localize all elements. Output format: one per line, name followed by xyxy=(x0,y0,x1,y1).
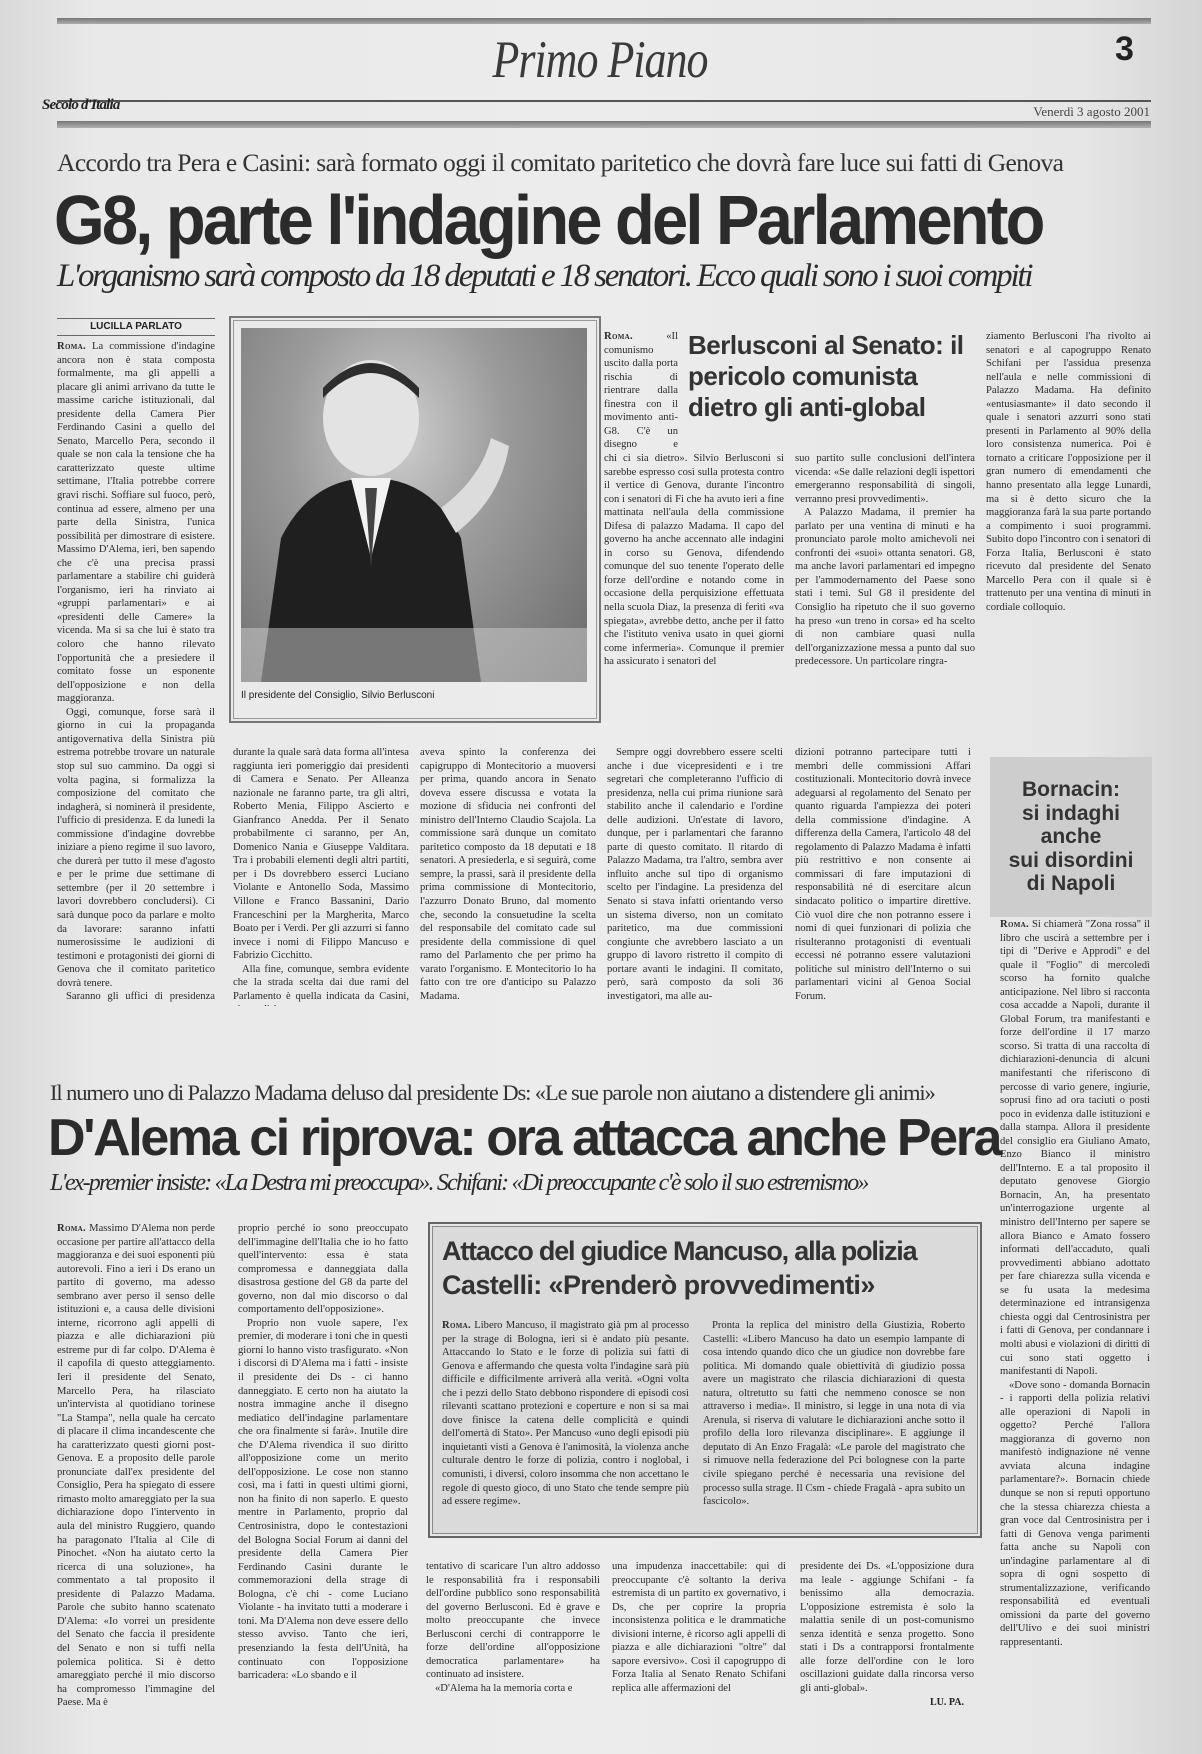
newspaper-logo: Secolo d'Italia xyxy=(42,97,120,113)
byline-rule xyxy=(57,318,215,319)
article2-column-2 xyxy=(238,1222,408,1710)
article1-column-4 xyxy=(607,746,783,1006)
mancuso-column-1 xyxy=(442,1319,689,1524)
issue-date: Venerdì 3 agosto 2001 xyxy=(1033,104,1150,119)
article2-column-5 xyxy=(800,1560,974,1696)
paragraph: «D'Alema ha la memoria corta e xyxy=(435,1682,573,1694)
paragraph: Oggi, comunque, forse sarà il giorno in cui la propaganda antigovernativa della Sinistra più estrema potrebbe trovare un naturale stop sul suo cammino. Da oggi si volta pagina, si formalizza la composizione del comitato che indagherà, si nominerà il presidente, l'ufficio di presidenza. E da lunedì la commissione d'indagine dovrebbe iniziare a pieno regime il suo lavoro, che durerà per tutto il mese d'agosto e per le prime due settimane di settembre (per il 20 settembre i lavori dovrebbero concludersi). Ci sarà dunque poco da parlare e molto da lavorare: saranno infatti numerosissime le audizioni di testimoni e protagonisti dei giorni di Genova che il comitato paritetico dovrà tenere. xyxy=(57,706,215,989)
paragraph: proprio perché io sono preoccupato dell'immagine dell'Italia che io ho fatto quell'intervento: essa è stata compromessa e danneggiata dalla disastrosa gestione del G8 da parte del governo, non dal mio discorso o dal comportamento dell'opposizione». xyxy=(238,1223,408,1316)
berlusconi-headline: Berlusconi al Senato: il pericolo comunista dietro gli anti-global xyxy=(688,330,964,422)
paragraph: Libero Mancuso, il magistrato già pm al processo per la strage di Bologna, ieri si è andato più pesante. Attaccando lo Stato e le forze di polizia sui fatti di Genova e affermando che questa volta l'indagine sarà più difficile e difficilmente arriverà alla verità. «Ogni volta che i pezzi dello Stato debbono rispondere di episodi così rilevanti scattano protezioni e coperture e non si sa mai dove finisce la catena delle complicità e quindi dell'omertà di Stato». Per Mancuso «uno degli episodi più inquietanti visti a Genova è l'animosità, la violenza anche culturale dentro le forze di polizia, contro i noglobal, i comunisti, i diversi, coloro insomma che non accettano le regole di questo gioco, di uno Stato che tende sempre più ad essere regime». xyxy=(442,1320,689,1508)
paragraph: Pronta la replica del ministro della Giustizia, Roberto Castelli: «Libero Mancuso ha dato un esempio lampante di cosa intendo quando dico che un giudice non dovrebbe fare politica. Mi domando quale obiettività di giudizio possa avere un magistrato che rilascia dichiarazioni di questa natura, oltretutto su fatti che nemmeno conosce se non attraverso i media». Il ministro, si legge in una nota di via Arenula, si riserva di valutare le dichiarazioni anche sotto il profilo della loro rilevanza disciplinare». E aggiunge il deputato di An Enzo Fragalà: «Le parole del magistrato che si rimuove nella federazione del Pci bolognese con la parte civile spiegano perché è necessaria una revisione del processo sulla strage. Il Csm - chiede Fragalà - apra subito un fascicolo». xyxy=(703,1320,965,1508)
berlusconi-column-1 xyxy=(604,452,784,720)
article1-column-1 xyxy=(57,340,215,1005)
mancuso-headline-line-1: Attacco del giudice Mancuso, alla polizia xyxy=(442,1236,917,1266)
section-title xyxy=(460,30,740,89)
paragraph: A Palazzo Madama, il premier ha parlato per una ventina di minuti e ha pronunciato parole molto amichevoli nei confronti dei «suoi» ottanta senatori. G8, ma anche lavori parlamentari ed impegno per l'ammodernamento del Paese sono stati i temi. Sul G8 il presidente del Consiglio ha ripetuto che il suo governo ha preso «un treno in corsa» ed ha scelto di non cambiare quasi nulla dell'organizzazione messa a punto dal suo predecessore. Un particolare ringra- xyxy=(795,507,975,668)
byline-rule-bottom xyxy=(57,335,215,336)
paragraph: «Dove sono - domanda Bornacin - i rapporti della polizia relativi alle operazioni di Napoli in oggetto? Perché l'allora maggioranza di governo non manifestò indignazione né venne avviata alcuna indagine parlamentare?». Bornacin chiede dunque se non si reputi opportuno che la stessa chiarezza chiesta a gran voce dal Centrosinistra per i fatti di Genova venga parimenti fatta anche su Napoli con un'indagine parlamentare al di sopra di ogni sospetto di strumentalizzazione, verificando responsabilità ed eventuali omissioni da parte del governo dell'Ulivo e dei suoi ministri rappresentanti. xyxy=(1000,1379,1150,1648)
paragraph: chi ci sia dietro». Silvio Berlusconi si sarebbe espresso così sulla protesta contro il vertice di Genova, durante l'incontro con i senatori di Fi che ha avuto ieri a fine mattinata nell'aula della commissione Difesa di palazzo Madama. Il capo del governo ha anche accennato alle indagini in corso su Genova, difendendo comunque del suo tenente l'operato delle forze dell'ordine e notando come in occasione della perquisizione effettuata nella scuola Diaz, la presenza di feriti «va spiegata», avrebbe detto, anche per il fatto che l'istituto veniva usato in quei giorni come infermeria». Comunque il premier ha assicurato i senatori del xyxy=(604,453,784,668)
mancuso-box xyxy=(428,1222,982,1538)
paragraph: ziamento Berlusconi l'ha rivolto ai senatori e al capogruppo Renato Schifani per l'assidua presenza nell'aula e nelle commissioni di Palazzo Madama. Ha definito «entusiasmante» il dato secondo il quale i senatori azzurri sono stati presenti in Parlamento al 90% della loro consistenza numerica. Poi è tornato a criticare l'opposizione per il gran numero di emendamenti che hanno presentato alla legge Lunardi, ma si è detto sicuro che la maggioranza farà la sua parte portando a compimento i suoi programmi. Subito dopo l'incontro con i senatori di Forza Italia, Berlusconi è stato ricevuto dal presidente del Senato Marcello Pera con il quale si è trattenuto per una ventina di minuti in cordiale colloquio. xyxy=(986,331,1151,613)
paragraph: durante la quale sarà data forma all'intesa raggiunta ieri pomeriggio dai presidenti di Camera e Senato. Per Alleanza nazionale ne faranno parte, tra gli altri, Roberto Menia, Filippo Ascierto e Gianfranco Anedda. Per il Senato probabilmente ci saranno, per An, Domenico Nania e Giuseppe Valditara. Tra i probabili elementi degli altri partiti, per i Ds dovrebbero esserci Luciano Violante e Antonello Soda, Massimo Villone e Franco Bassanini, Dario Franceschini per la Margherita, Marco Boato per i Verdi. Per gli azzurri si fanno invece i nomi di Filippo Mancuso e Fabrizio Cicchitto. xyxy=(233,747,409,962)
dateline: Roma. xyxy=(57,1223,86,1234)
bornacin-headline-line: sui disordini xyxy=(1008,848,1134,872)
paragraph: suo partito sulle conclusioni dell'intera vicenda: «Se dalle relazioni degli ispettori emergeranno responsabilità di singoli, verranno presi provvedimenti». xyxy=(795,453,975,505)
bornacin-headline-line: anche xyxy=(1040,825,1102,849)
article2-column-3 xyxy=(426,1560,600,1710)
bornacin-column xyxy=(1000,918,1150,1713)
bornacin-headline-line: Bornacin: xyxy=(1021,778,1120,802)
article2-subhead: L'ex-premier insiste: «La Destra mi preoccupa». Schifani: «Di preoccupante c'è solo il suo estremismo» xyxy=(50,1170,868,1196)
top-rule xyxy=(57,18,1151,24)
masthead-rule xyxy=(57,100,1151,102)
portrait-silhouette-icon xyxy=(241,328,587,682)
dateline: Roma. xyxy=(57,341,86,352)
photo-frame xyxy=(229,316,601,723)
mancuso-headline-line-2: Castelli: «Prenderò provvedimenti» xyxy=(442,1270,875,1300)
article2-column-4 xyxy=(612,1560,786,1710)
paragraph: una impudenza inaccettabile: qui di preoccupante c'è soltanto la deriva estremista di un partito ex governativo, i Ds, che per coprire la propria inconsistenza politica e le drammatiche divisioni interne, è ricorso agli appelli di piazza e alle dichiarazioni "oltre" dal sapore eversivo». Così il capogruppo di Forza Italia al Senato Renato Schifani replica alle affermazioni del xyxy=(612,1561,786,1694)
article1-column-5 xyxy=(795,746,971,1006)
page-number: 3 xyxy=(1115,30,1134,68)
paragraph: Massimo D'Alema non perde occasione per partire all'attacco della maggioranza e dei suoi esponenti più autorevoli. Fino a ieri i Ds erano un partito di governo, ma adesso sembrano aver perso il senso delle istituzioni e, a causa delle divisioni interne, ricorrono agli appelli di piazza e alle dichiarazioni più estreme pur di far colpo. D'Alema è il capofila di questo atteggiamento. Ieri il presidente del Senato, Marcello Pera, ha rilasciato un'intervista al quotidiano torinese "La Stampa", nella quale ha cercato di placare il clima incandescente che ha caratterizzato questi giorni post-Genova. E a proposito delle parole pronunciate dall'ex presidente del Consiglio, Pera ha spiegato di essere rimasto molto amareggiato per la sua dichiarazione dopo l'intervento in aula del ministro Ruggiero, quando ha paragonato l'Italia al Cile di Pinochet. «Non ha aiutato certo la ricerca di una soluzione», ha commentato a tal proposito il presidente di Palazzo Madama. Parole che subito hanno scatenato D'Alema: «Io vorrei un presidente del Senato che faccia il presidente del Senato e non si tuffi nella polemica politica. Si è detto amareggiato perché il mio discorso ha compromesso l'immagine del Paese. Ma è xyxy=(57,1223,215,1709)
berlusconi-photo xyxy=(241,328,587,682)
article1-kicker: Accordo tra Pera e Casini: sarà formato oggi il comitato paritetico che dovrà fare luce sui fatti di Genova xyxy=(57,148,1064,177)
masthead-bar xyxy=(57,121,1151,128)
paragraph: Si chiamerà "Zona rossa" il libro che uscirà a settembre per i tipi di "Derive e Approdi" e del quale il "Foglio" di mercoledì scorso ha fornito qualche anticipazione. Nel libro si racconta cosa accadde a Napoli, durante il Global Forum, tra manifestanti e forze dell'ordine il 17 marzo scorso. Si tratta di una raccolta di dichiarazioni-denuncia di alcuni manifestanti che riferiscono di percosse di vario genere, ingiurie, soprusi fino ad ora taciuti o posti poco in evidenza dalle istituzioni e dalla stampa. Allora il presidente del consiglio era Giuliano Amato, Enzo Bianco il ministro dell'Interno. E a tal proposito il deputato genovese Giorgio Bornacin, An, ha presentato un'interrogazione urgente al ministro dell'Interno per sapere se allora Bianco e Amato fossero informati dell'accaduto, quali provvedimenti abbiano adottato per fare chiarezza sulla vicenda e se fu usata la medesima determinazione ed intransigenza chiesta oggi dal Centrosinistra per i fatti di Genova, per condannare i molti abusi e violazioni di diritti di cui sono stati oggetto i manifestanti di Napoli. xyxy=(1000,919,1150,1378)
dateline: Roma. xyxy=(442,1320,471,1331)
paragraph: «Il comunismo uscito dalla porta rischia di rientrare dalla finestra con il movimento anti-G8. C'è un disegno e xyxy=(604,331,678,451)
paragraph: presidente dei Ds. «L'opposizione dura ma leale - aggiunge Schifani - fa benissimo alla democrazia. L'opposizione estremista è solo la malattia senile di un post-comunismo senza identità e senza progetto. Sono stati i Ds a contrapporsi frontalmente alle forze dell'ordine con le loro oscillazioni guidate dalla rincorsa verso gli anti-global». xyxy=(800,1561,974,1694)
article2-kicker: Il numero uno di Palazzo Madama deluso dal presidente Ds: «Le sue parole non aiutano a distendere gli animi» xyxy=(50,1080,935,1105)
dateline: Roma. xyxy=(1000,919,1029,930)
paragraph: Saranno gli uffici di presidenza xyxy=(66,991,215,1003)
article2-headline: D'Alema ci riprova: ora attacca anche Pera xyxy=(48,1109,1001,1167)
byline: LUCILLA PARLATO xyxy=(90,321,182,332)
article2-column-1 xyxy=(57,1222,215,1710)
paragraph: La commissione d'indagine ancora non è stata composta formalmente, ma gli appelli a placare gli animi arrivano da tutte le massime cariche istituzionali, dal presidente della Camera Pier Ferdinando Casini a quello del Senato, Marcello Pera, secondo il quale se non cala la tensione che ha caratterizzato queste ultime settimane, l'Italia potrebbe correre gravi rischi. Soffiare sul fuoco, però, continua ad essere, almeno per una parte della Sinistra, l'unica possibilità per dimostrare di esistere. Massimo D'Alema, ieri, ben sapendo che c'è una precisa prassi parlamentare a stabilire chi guiderà l'organismo, ieri ha rinviato ai «gruppi parlamentari» e ai «presidenti delle Camere» la vicenda. Ma si sa che lui è stato tra coloro che hanno rilevato l'opportunità che a presiedere il comitato fosse un esponente dell'opposizione e non della maggioranza. xyxy=(57,341,215,705)
berlusconi-column-3 xyxy=(986,330,1151,722)
bornacin-headline-line: di Napoli xyxy=(1026,872,1116,896)
paragraph: aveva spinto la conferenza dei capigruppo di Montecitorio a muoversi per prima, quando ancora in Senato doveva essere discussa e votata la mozione di sfiducia nei confronti del ministro dell'Interno Claudio Scajola. La commissione sarà dunque un comitato paritetico composto da 18 deputati e 18 senatori. A presiederla, e si seguirà, come sempre, la prassi, sarà il presidente della prima commissione di Montecitorio, l'azzurro Donato Bruno, dal momento che, secondo la consuetudine la scelta del responsabile del comitato cade sul presidente della commissione di quel ramo del Parlamento che per primo ha varato l'organismo. E Montecitorio lo ha fatto con tre ore d'anticipo su Palazzo Madama. xyxy=(420,747,596,1002)
paragraph: dizioni potranno partecipare tutti i membri delle commissioni Affari costituzionali. Montecitorio dovrà invece adeguarsi al regolamento del Senato per quanto riguarda l'ampiezza dei poteri della commissione d'indagine. A differenza della Camera, l'articolo 48 del regolamento di Palazzo Madama è infatti più restrittivo e non consente ai commissari di fare imputazioni di responsabilità né di esercitare alcun sindacato politico o impartire direttive. Ciò vuol dire che non potranno essere i nomi di quei funzionari di polizia che risulteranno protagonisti di eventuali eccessi né potranno essere valutazioni politiche sul ministro dell'Interno o sui parlamentari vicini al Genoa Social Forum. xyxy=(795,747,971,1002)
bornacin-header-box xyxy=(990,757,1152,917)
paragraph: Sempre oggi dovrebbero essere scelti anche i due vicepresidenti e i tre segretari che completeranno l'ufficio di presidenza, nella cui prima riunione sarà stabilito anche il calendario e l'ordine delle audizioni. Un'estate di lavoro, dunque, per i parlamentari che faranno parte di questo comitato. Il ritardo di Palazzo Madama, tra l'altro, sembra aver influito anche sul tipo di organismo scelto per l'indagine. La presidenza del Senato si stava infatti orientando verso un sistema diverso, non un comitato paritetico, ma due commissioni congiunte che avrebbero lasciato a un gruppo di lavoro ristretto il compito di portare avanti le indagini. Il comitato, però, sarà composto da soli 36 investigatori, ma alle au- xyxy=(607,747,783,1002)
photo-caption: Il presidente del Consiglio, Silvio Berlusconi xyxy=(241,690,435,701)
berlusconi-intro xyxy=(604,330,678,452)
mancuso-column-2 xyxy=(703,1319,965,1524)
bornacin-headline-line: si indaghi xyxy=(1021,801,1120,825)
paragraph: Proprio non vuole sapere, l'ex premier, di moderare i toni che in questi giorni lo hanno visto trasfigurato. «Non i discorsi di D'Alema ma i fatti - insiste il presidente dei Ds - ci hanno danneggiato. E certo non ha aiutato la nostra immagine anche il disegno mediatico dell'indagine parlamentare che ora finalmente si farà». Inutile dire che D'Alema rivendica il suo diritto all'opposizione come un merito dell'opposizione. Le cose non stanno così, ma i fatti in questi ultimi giorni, non ha finito di non saperlo. E questo mentre in Parlamento, proprio dal Centrosinistra, dopo le contestazioni del Bologna Social Forum ai danni del presidente della Camera Pier Ferdinando Casini durante le commemorazioni della strage di Bologna, c'è chi - come Luciano Violante - ha invitato tutti a moderare i toni. Ma D'Alema non deve essere dello stesso avviso. Tanto che ieri, presenziando la festa dell'Unità, ha continuato con l'opposizione barricadera: «Lo sbando e il xyxy=(238,1317,408,1682)
article1-column-2 xyxy=(233,746,409,1006)
berlusconi-column-2 xyxy=(795,452,975,720)
dateline: Roma. xyxy=(604,331,633,342)
article1-headline: G8, parte l'indagine del Parlamento xyxy=(54,181,1043,259)
article1-subhead: L'organismo sarà composto da 18 deputati e 18 senatori. Ecco quali sono i suoi compiti xyxy=(57,258,1032,294)
article1-column-3 xyxy=(420,746,596,1006)
paragraph: Alla fine, comunque, sembra evidente che la strada scelta dai due rami del Parlamento è quella indicata da Casini, xyxy=(233,963,409,1002)
paragraph: tentativo di scaricare l'un altro addosso le responsabilità fra i responsabili dell'ordine pubblico sono responsabilità del governo Berlusconi. Ed è grave e molto preoccupante che invece Berlusconi cerchi di contrapporre le forze dell'ordine all'opposizione democratica parlamentare» ha continuato ad insistere. xyxy=(426,1561,600,1681)
section-title-text: Primo Piano xyxy=(492,30,708,89)
article2-signature: LU. PA. xyxy=(930,1697,964,1708)
